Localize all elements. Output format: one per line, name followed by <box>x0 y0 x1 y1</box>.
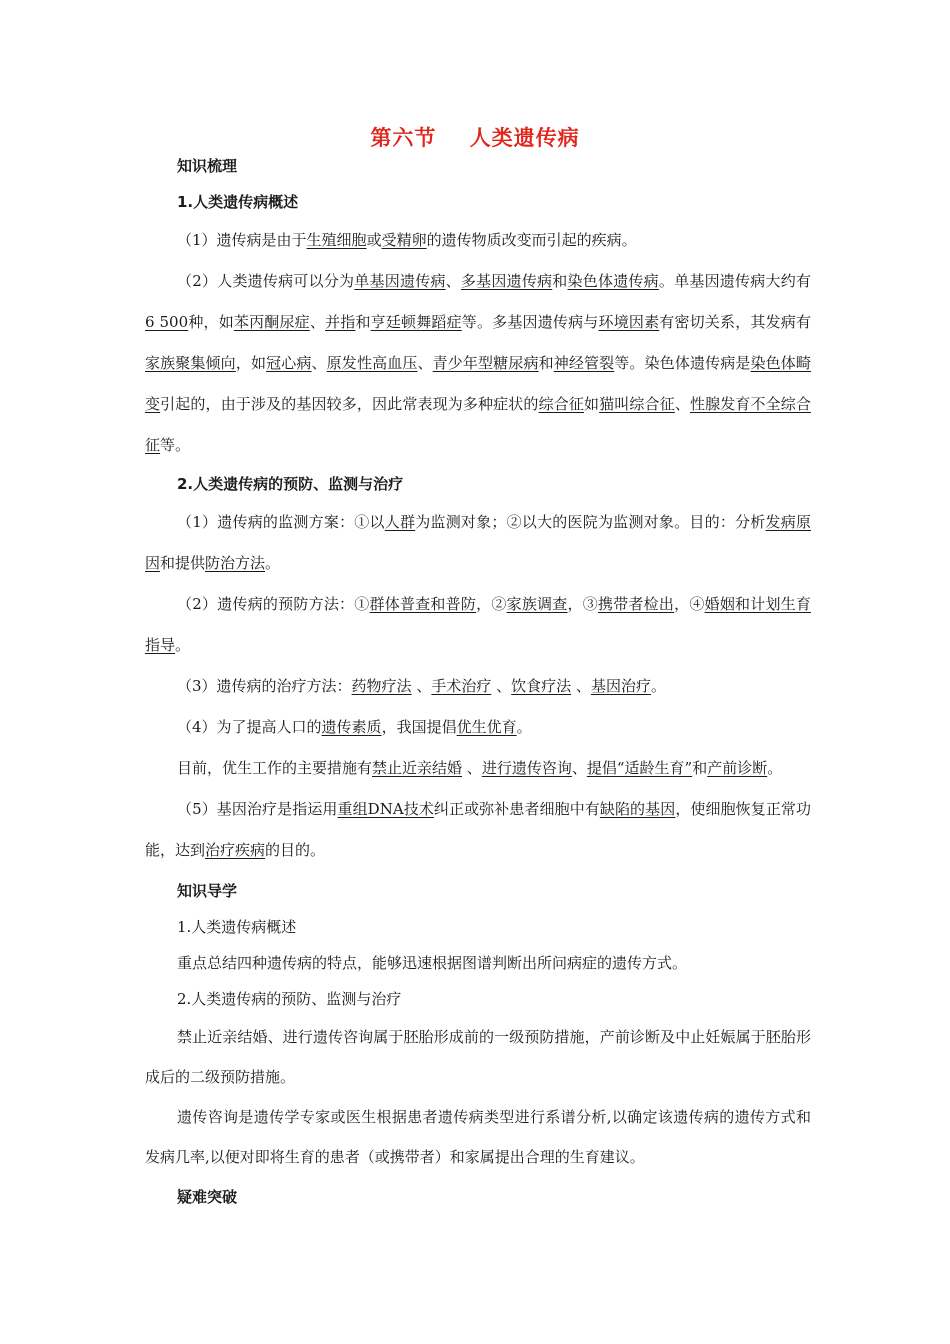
guide-subheading-prevention: 2.人类遗传病的预防、监测与治疗 <box>177 990 402 1008</box>
fill-in-answer: 并指 <box>325 313 356 331</box>
text-segment: 。 <box>516 718 532 736</box>
fill-in-answer: 多基因遗传病 <box>460 272 553 290</box>
section-heading-difficulties: 疑难突破 <box>177 1188 238 1206</box>
fill-in-answer: 饮食疗法 <box>511 677 572 695</box>
text-segment: （1）遗传病的监测方案：①以 <box>177 513 385 531</box>
paragraph-gene-therapy <box>145 789 811 871</box>
text-segment: 。单基因遗传病大约有 <box>658 272 811 290</box>
text-segment: 的目的。 <box>265 841 326 859</box>
text-segment: ，② <box>476 595 507 613</box>
text-segment: 和 <box>355 313 371 331</box>
text-segment: 和 <box>552 272 568 290</box>
text-segment: 、 <box>491 677 512 695</box>
guide-subheading-overview: 1.人类遗传病概述 <box>177 918 297 936</box>
text-segment: 、 <box>445 272 461 290</box>
fill-in-answer: 亨廷顿舞蹈症 <box>370 313 462 331</box>
fill-in-answer: 缺陷的基因 <box>599 800 676 818</box>
fill-in-answer: 重组DNA技术 <box>337 800 434 818</box>
text-segment: 、 <box>309 313 326 331</box>
fill-in-answer: 进行遗传咨询 <box>481 759 572 777</box>
fill-in-answer: 生殖细胞 <box>306 231 367 249</box>
text-segment: 引起的，由于涉及的基因较多，因此常表现为多种症状的 <box>160 395 539 413</box>
fill-in-answer: 发病原因 <box>145 513 811 572</box>
text-segment: ，④ <box>674 595 705 613</box>
fill-in-answer: 家族调查 <box>506 595 568 613</box>
text-segment: 。 <box>650 677 666 695</box>
text-segment: 纠正或弥补患者细胞中有 <box>433 800 600 818</box>
text-segment: 、 <box>674 395 690 413</box>
paragraph-eugenics <box>145 707 811 748</box>
text-segment: 等。染色体遗传病是 <box>614 354 751 372</box>
text-segment: 等。多基因遗传病与 <box>461 313 599 331</box>
section-heading-knowledge-guide: 知识导学 <box>177 882 238 900</box>
fill-in-answer: 遗传素质 <box>321 718 382 736</box>
fill-in-answer: 环境因素 <box>598 313 660 331</box>
text-segment: 种，如 <box>188 313 234 331</box>
section-heading-knowledge-review: 知识梳理 <box>177 157 238 175</box>
fill-in-answer: 单基因遗传病 <box>354 272 446 290</box>
text-segment: 、 <box>571 759 587 777</box>
fill-in-answer: 手术治疗 <box>431 677 492 695</box>
text-segment: 和 <box>692 759 708 777</box>
text-segment: 目前，优生工作的主要措施有 <box>177 759 373 777</box>
paragraph-eugenics-measures <box>145 748 811 789</box>
paragraph-prevention-methods <box>145 584 811 666</box>
text-segment: （5）基因治疗是指运用 <box>177 800 338 818</box>
subheading-prevention: 2.人类遗传病的预防、监测与治疗 <box>177 475 404 493</box>
text-segment: 和 <box>538 354 554 372</box>
fill-in-answer: 禁止近亲结婚 <box>372 759 463 777</box>
text-segment: （4）为了提高人口的 <box>177 718 322 736</box>
fill-in-answer: 药物疗法 <box>351 677 412 695</box>
fill-in-answer: 原发性高血压 <box>326 354 418 372</box>
text-segment: 、 <box>462 759 482 777</box>
text-segment: 。 <box>265 554 281 572</box>
text-segment: 如 <box>584 395 600 413</box>
text-segment: 、 <box>411 677 432 695</box>
text-segment: 或 <box>366 231 382 249</box>
fill-in-answer: 婚姻和计划生育指导 <box>145 595 811 654</box>
text-segment: 。 <box>767 759 783 777</box>
fill-in-answer: 治疗疾病 <box>205 841 266 859</box>
fill-in-answer: 冠心病 <box>266 354 312 372</box>
fill-in-answer: 染色体畸变 <box>145 354 811 413</box>
text-segment: ，如 <box>235 354 267 372</box>
text-segment: 的遗传物质改变而引起的疾病。 <box>426 231 637 249</box>
text-segment: 和提供 <box>160 554 206 572</box>
text-segment: ，③ <box>567 595 598 613</box>
guide-text-counseling: 遗传咨询是遗传学专家或医生根据患者遗传病类型进行系谱分析,以确定该遗传病的遗传方式和发病几率,以便对即将生育的患者（或携带者）和家属提出合理的生育建议。 <box>145 1108 811 1166</box>
fill-in-answer: 苯丙酮尿症 <box>233 313 310 331</box>
guide-text-overview: 重点总结四种遗传病的特点，能够迅速根据图谱判断出所问病症的遗传方式。 <box>177 954 688 972</box>
fill-in-answer: 基因治疗 <box>590 677 651 695</box>
fill-in-answer: 猫叫综合征 <box>599 395 675 413</box>
guide-text-prevention: 禁止近亲结婚、进行遗传咨询属于胚胎形成前的一级预防措施，产前诊断及中止妊娠属于胚胎形成后的二级预防措施。 <box>145 1028 811 1086</box>
fill-in-answer: 受精卵 <box>381 231 427 249</box>
document-body <box>145 148 811 1215</box>
text-segment: （1）遗传病是由于 <box>177 231 307 249</box>
fill-in-answer: 群体普查和普防 <box>369 595 477 613</box>
fill-in-answer: 综合征 <box>538 395 584 413</box>
text-segment: （3）遗传病的治疗方法： <box>177 677 352 695</box>
fill-in-answer: 性腺发育不全综合征 <box>145 395 811 454</box>
text-segment: 、 <box>311 354 327 372</box>
paragraph-monitoring <box>145 502 811 584</box>
subheading-overview: 1.人类遗传病概述 <box>177 193 299 211</box>
paragraph-classification <box>145 261 811 466</box>
text-segment: 、 <box>571 677 591 695</box>
fill-in-answer: 携带者检出 <box>597 595 675 613</box>
fill-in-answer: 家族聚集倾向 <box>145 354 236 372</box>
text-segment: （2）人类遗传病可以分为 <box>177 272 355 290</box>
text-segment: ，我国提倡 <box>381 718 457 736</box>
fill-in-answer: 产前诊断 <box>707 759 768 777</box>
text-segment: 、 <box>417 354 433 372</box>
fill-in-answer: 染色体遗传病 <box>567 272 659 290</box>
fill-in-answer: 优生优育 <box>456 718 517 736</box>
text-segment: 。 <box>175 636 191 654</box>
text-segment: 等。 <box>160 436 191 454</box>
text-segment: 有密切关系，其发病有 <box>659 313 811 331</box>
fill-in-answer: 人群 <box>384 513 416 531</box>
fill-in-answer: 神经管裂 <box>553 354 615 372</box>
fill-in-answer: 防治方法 <box>205 554 266 572</box>
page-title: 第六节 人类遗传病 <box>370 126 580 150</box>
text-segment: 为监测对象；②以大的医院为监测对象。目的：分析 <box>415 513 766 531</box>
paragraph-definition <box>145 220 811 261</box>
text-segment: ，使细胞恢复正常功能，达到 <box>145 800 811 859</box>
fill-in-answer: 6 500 <box>145 313 189 331</box>
text-segment: （2）遗传病的预防方法：① <box>177 595 370 613</box>
fill-in-answer: 提倡“适龄生育” <box>586 759 693 777</box>
fill-in-answer: 青少年型糖尿病 <box>432 354 539 372</box>
paragraph-treatment-methods <box>145 666 811 707</box>
